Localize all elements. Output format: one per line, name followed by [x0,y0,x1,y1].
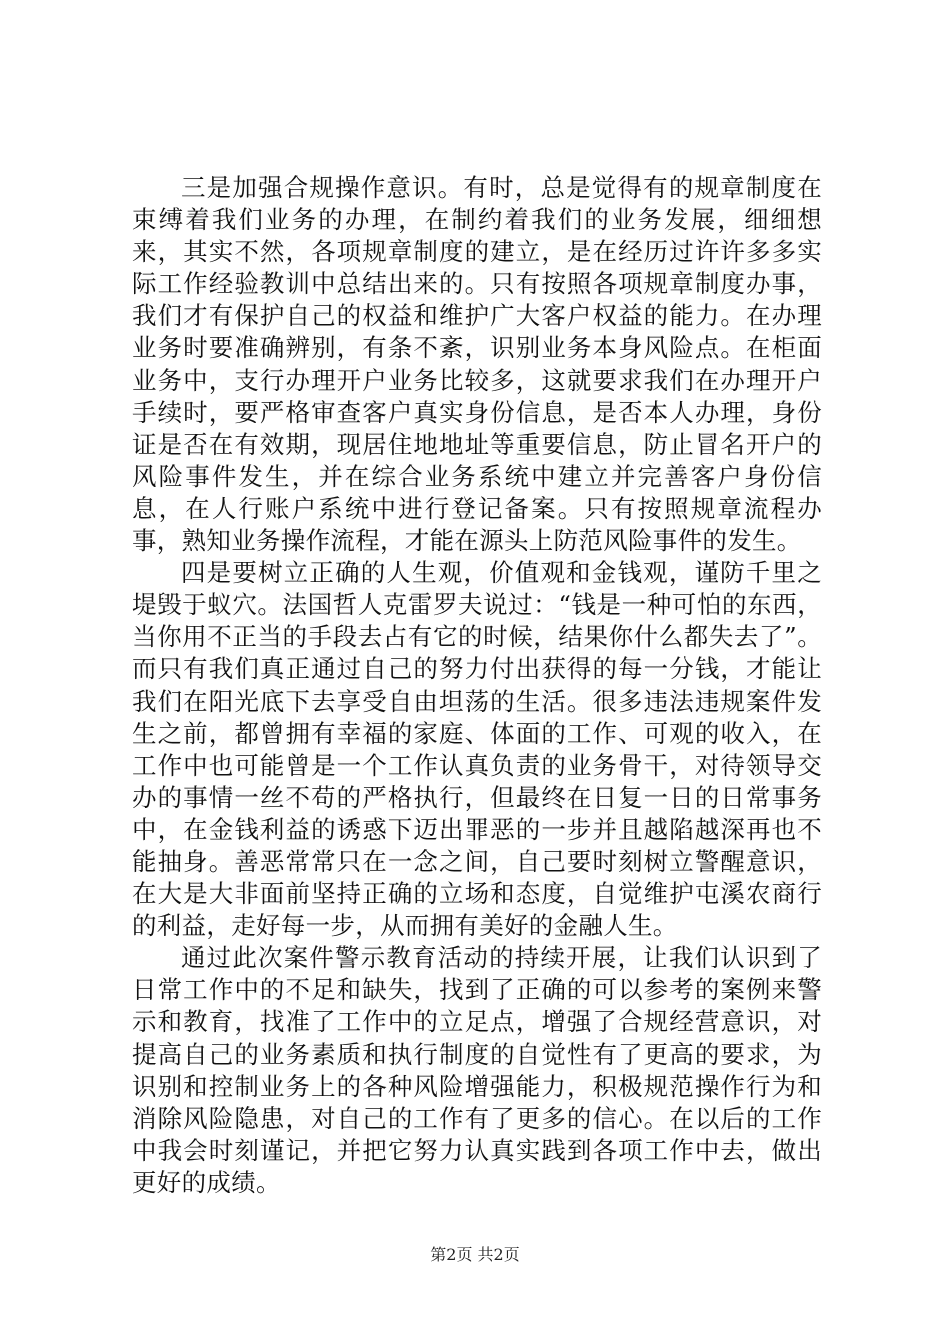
paragraph-values-outlook: 四是要树立正确的人生观，价值观和金钱观，谨防千里之堤毁于蚁穴。法国哲人克雷罗夫说过：“钱是一种可怕的东西，当你用不正当的手段去占有它的时候，结果你什么都失去了”。而只有我们真正通过自己的努力付出获得的每一分钱，才能让我们在阳光底下去享受自由坦荡的生活。很多违法违规案件发生之前，都曾拥有幸福的家庭、体面的工作、可观的收入，在工作中也可能曾是一个工作认真负责的业务骨干，对待领导交办的事情一丝不苟的严格执行，但最终在日复一日的日常事务中，在金钱利益的诱惑下迈出罪恶的一步并且越陷越深再也不能抽身。善恶常常只在一念之间，自己要时刻树立警醒意识，在大是大非面前坚持正确的立场和态度，自觉维护屯溪农商行的利益，走好每一步，从而拥有美好的金融人生。 [132,558,823,941]
paragraph-conclusion: 通过此次案件警示教育活动的持续开展，让我们认识到了日常工作中的不足和缺失，找到了正确的可以参考的案例来警示和教育，找准了工作中的立足点，增强了合规经营意识，对提高自己的业务素质和执行制度的自觉性有了更高的要求，为识别和控制业务上的各种风险增强能力，积极规范操作行为和消除风险隐患，对自己的工作有了更多的信心。在以后的工作中我会时刻谨记，并把它努力认真实践到各项工作中去，做出更好的成绩。 [132,943,822,1197]
paragraph-compliance-awareness: 三是加强合规操作意识。有时，总是觉得有的规章制度在束缚着我们业务的办理，在制约着我们的业务发展，细细想来，其实不然，各项规章制度的建立，是在经历过许许多多实际工作经验教训中总结出来的。只有按照各项规章制度办事，我们才有保护自己的权益和维护广大客户权益的能力。在办理业务时要准确辨别，有条不紊，识别业务本身风险点。在柜面业务中，支行办理开户业务比较多，这就要求我们在办理开户手续时，要严格审查客户真实身份信息，是否本人办理，身份证是否在有效期，现居住地地址等重要信息，防止冒名开户的风险事件发生，并在综合业务系统中建立并完善客户身份信息，在人行账户系统中进行登记备案。只有按照规章流程办事，熟知业务操作流程，才能在源头上防范风险事件的发生。 [132,173,822,556]
page-footer: 第2页 共2页 [430,1245,520,1264]
document-body [132,172,822,1199]
